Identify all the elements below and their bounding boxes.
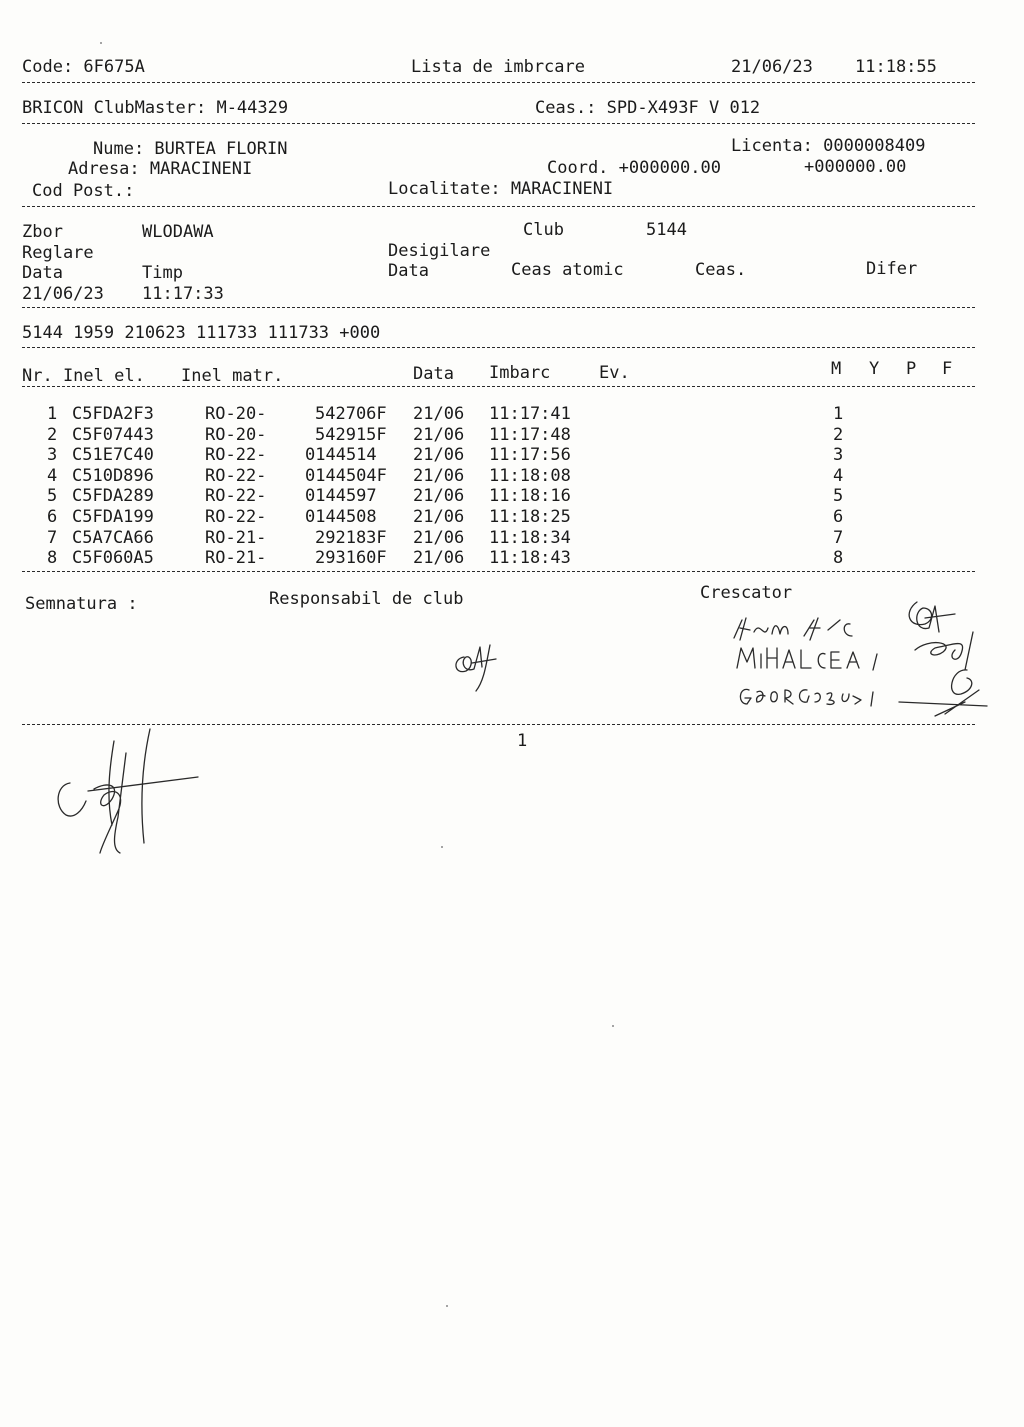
- col-m: M: [831, 359, 842, 379]
- ring-prefix: RO-20-: [205, 425, 267, 445]
- m-value: 3: [833, 445, 844, 465]
- scan-speck: [441, 846, 443, 848]
- handwritten-name-mihalcea: [733, 640, 893, 672]
- club-responsible-signature: [450, 625, 510, 695]
- boarding-date: 21/06: [413, 425, 465, 445]
- col-boarding: Imbarc: [489, 363, 551, 383]
- ring-number: 293160F: [315, 548, 387, 568]
- signature-label: Semnatura :: [25, 594, 138, 614]
- row-number: 2: [47, 425, 58, 445]
- boarding-date: 21/06: [413, 466, 465, 486]
- postal-code: Cod Post.:: [32, 181, 135, 201]
- col-event: Ev.: [599, 363, 630, 383]
- chip-id: C5FDA199: [72, 507, 154, 527]
- col-date: Data: [413, 364, 454, 384]
- ring-prefix: RO-21-: [205, 548, 267, 568]
- boarding-date: 21/06: [413, 548, 465, 568]
- chip-id: C5F07443: [72, 425, 154, 445]
- row-number: 5: [47, 486, 58, 506]
- separator: [22, 347, 975, 348]
- breeder-signature: [895, 598, 985, 728]
- set-date: 21/06/23: [22, 284, 104, 304]
- fancier-name: Nume: BURTEA FLORIN: [93, 139, 288, 159]
- atomic-clock-label: Ceas atomic: [511, 260, 624, 280]
- table-row: [0, 528, 1024, 548]
- table-row: [0, 507, 1024, 527]
- table-row: [0, 404, 1024, 424]
- m-value: 7: [833, 528, 844, 548]
- coord-value: +000000.00: [804, 157, 907, 177]
- club-label: Club: [523, 220, 564, 240]
- col-f: F: [942, 359, 953, 379]
- ring-number: 0144514: [305, 445, 377, 465]
- boarding-time: 11:18:43: [489, 548, 571, 568]
- table-row: [0, 445, 1024, 465]
- desigilare-label: Desigilare: [388, 241, 491, 261]
- page-number: 1: [517, 731, 528, 751]
- boarding-date: 21/06: [413, 404, 465, 424]
- chip-id: C5FDA2F3: [72, 404, 154, 424]
- separator: [22, 206, 975, 207]
- ring-prefix: RO-20-: [205, 404, 267, 424]
- chip-id: C5F060A5: [72, 548, 154, 568]
- boarding-date: 21/06: [413, 486, 465, 506]
- clock-id: Ceas.: SPD-X493F V 012: [535, 98, 761, 118]
- table-row: [0, 486, 1024, 506]
- separator: [22, 571, 975, 572]
- coord-label: Coord. +000000.00: [547, 158, 721, 178]
- row-number: 8: [47, 548, 58, 568]
- bottom-signature: [48, 725, 208, 860]
- print-time: 11:18:55: [855, 57, 937, 77]
- chip-id: C51E7C40: [72, 445, 154, 465]
- boarding-date: 21/06: [413, 507, 465, 527]
- col-nr-chip: Nr. Inel el.: [22, 366, 145, 386]
- m-value: 4: [833, 466, 844, 486]
- boarding-date: 21/06: [413, 445, 465, 465]
- ring-number: 0144597: [305, 486, 377, 506]
- ring-number: 0144504F: [305, 466, 387, 486]
- row-number: 7: [47, 528, 58, 548]
- code-line: 5144 1959 210623 111733 111733 +000: [22, 323, 381, 343]
- row-number: 4: [47, 466, 58, 486]
- boarding-time: 11:17:48: [489, 425, 571, 445]
- club-responsible-label: Responsabil de club: [269, 589, 464, 609]
- handwritten-name-georgescu: [735, 680, 895, 710]
- separator: [22, 123, 975, 124]
- m-value: 8: [833, 548, 844, 568]
- table-row: [0, 548, 1024, 568]
- set-time: 11:17:33: [142, 284, 224, 304]
- m-value: 2: [833, 425, 844, 445]
- clubmaster-id: BRICON ClubMaster: M-44329: [22, 98, 289, 118]
- scan-speck: [446, 1305, 448, 1307]
- scan-speck: [612, 1025, 614, 1027]
- boarding-time: 11:18:08: [489, 466, 571, 486]
- boarding-time: 11:18:25: [489, 507, 571, 527]
- col-ring: Inel matr.: [181, 366, 284, 386]
- boarding-time: 11:18:16: [489, 486, 571, 506]
- row-number: 3: [47, 445, 58, 465]
- document-title: Lista de imbrcare: [411, 57, 585, 77]
- fancier-license: Licenta: 0000008409: [731, 136, 926, 156]
- boarding-time: 11:17:41: [489, 404, 571, 424]
- ring-prefix: RO-22-: [205, 507, 267, 527]
- table-row: [0, 425, 1024, 445]
- difference-label: Difer: [866, 259, 918, 279]
- chip-id: C510D896: [72, 466, 154, 486]
- flight-label: Zbor: [22, 222, 63, 242]
- boarding-time: 11:17:56: [489, 445, 571, 465]
- data-label-2: Data: [388, 261, 429, 281]
- separator: [22, 386, 975, 387]
- ring-number: 0144508: [305, 507, 377, 527]
- data-label: Data: [22, 263, 63, 283]
- chip-id: C5A7CA66: [72, 528, 154, 548]
- print-date: 21/06/23: [731, 57, 813, 77]
- scan-speck: [100, 42, 102, 44]
- fancier-address: Adresa: MARACINENI: [68, 159, 253, 179]
- locality: Localitate: MARACINENI: [388, 179, 614, 199]
- m-value: 6: [833, 507, 844, 527]
- ring-prefix: RO-22-: [205, 486, 267, 506]
- ring-prefix: RO-21-: [205, 528, 267, 548]
- timp-label: Timp: [142, 263, 183, 283]
- separator: [22, 82, 975, 83]
- col-y: Y: [869, 359, 880, 379]
- reglare-label: Reglare: [22, 243, 94, 263]
- ring-prefix: RO-22-: [205, 445, 267, 465]
- ring-prefix: RO-22-: [205, 466, 267, 486]
- club-number: 5144: [646, 220, 687, 240]
- boarding-date: 21/06: [413, 528, 465, 548]
- row-number: 1: [47, 404, 58, 424]
- ring-number: 542915F: [315, 425, 387, 445]
- chip-id: C5FDA289: [72, 486, 154, 506]
- col-p: P: [906, 359, 917, 379]
- row-number: 6: [47, 507, 58, 527]
- separator: [22, 307, 975, 308]
- flight-name: WLODAWA: [142, 222, 214, 242]
- document-code: Code: 6F675A: [22, 57, 145, 77]
- clock-label: Ceas.: [695, 260, 747, 280]
- table-row: [0, 466, 1024, 486]
- boarding-time: 11:18:34: [489, 528, 571, 548]
- breeder-label: Crescator: [700, 583, 793, 603]
- separator: [22, 724, 975, 725]
- m-value: 1: [833, 404, 844, 424]
- ring-number: 292183F: [315, 528, 387, 548]
- ring-number: 542706F: [315, 404, 387, 424]
- m-value: 5: [833, 486, 844, 506]
